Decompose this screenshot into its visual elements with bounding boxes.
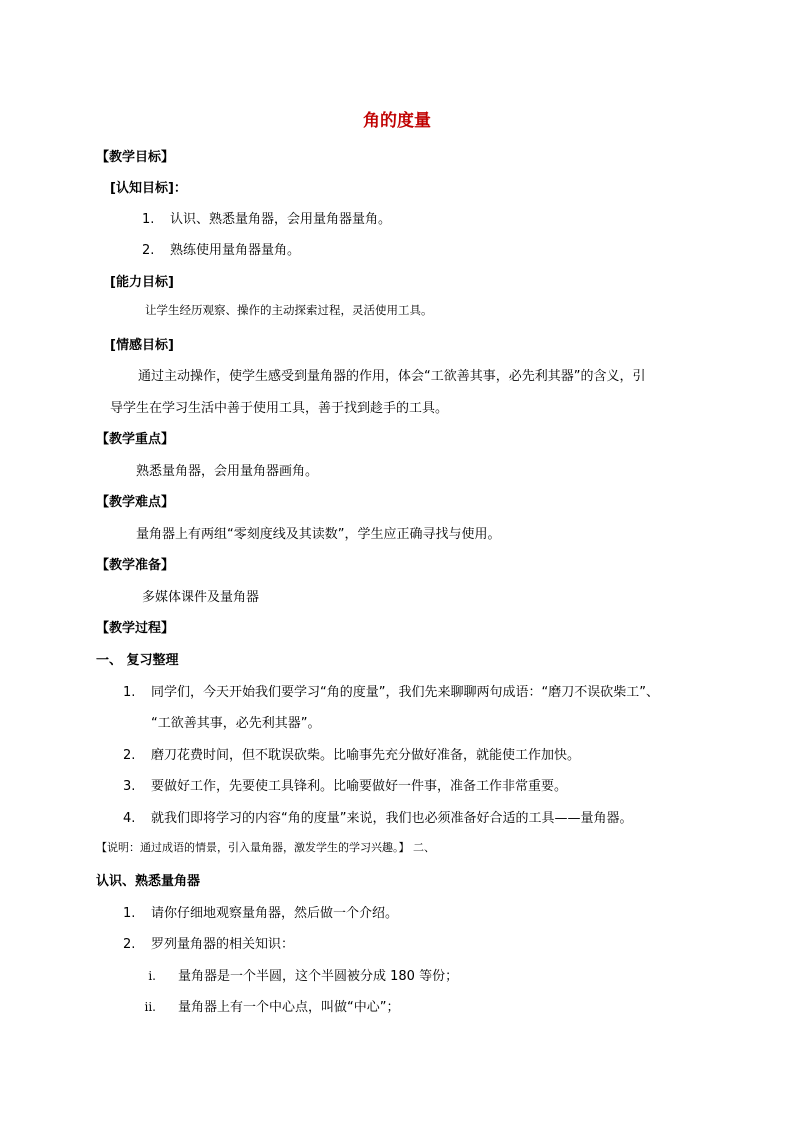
list-number: 1. [142, 212, 155, 227]
section-know-protractor: 认识、熟悉量角器 [96, 874, 201, 889]
list-item [142, 208, 391, 227]
list-number: 1. [123, 906, 136, 921]
list-item [142, 239, 300, 258]
list-text: 请你仔细地观察量角器，然后做一个介绍。 [151, 906, 399, 921]
list-text: 罗列量角器的相关知识： [151, 937, 295, 952]
page-title: 角的度量 [363, 111, 431, 131]
heading-teaching-prep: 【教学准备】 [96, 558, 175, 573]
focus-text: 熟悉量角器，会用量角器画角。 [136, 464, 319, 479]
list-number: 2. [123, 937, 136, 952]
heading-teaching-goals: 【教学目标】 [96, 150, 175, 165]
list-item [123, 933, 294, 952]
list-text: 熟练使用量角器量角。 [170, 243, 301, 258]
subheading-emotion-goals: [情感目标] [110, 338, 174, 353]
list-item [123, 807, 632, 826]
list-number: 4. [123, 811, 136, 826]
list-number: ii. [144, 1000, 156, 1014]
list-item [123, 902, 398, 921]
list-number: 3. [123, 779, 136, 794]
emotion-text-line2: 导学生在学习生活中善于使用工具，善于找到趁手的工具。 [110, 401, 449, 416]
list-text: 就我们即将学习的内容“角的度量”来说，我们也必须准备好合适的工具——量角器。 [151, 811, 633, 826]
prep-text: 多媒体课件及量角器 [142, 590, 260, 605]
list-text: “工欲善其事，必先利其器”。 [151, 716, 321, 731]
list-item [116, 965, 458, 984]
list-item [151, 712, 320, 731]
subheading-ability-goals: [能力目标] [110, 275, 174, 290]
list-text: 量角器是一个半圆，这个半圆被分成 180 等份； [178, 969, 459, 984]
list-item [123, 775, 567, 794]
list-item [123, 744, 580, 763]
list-item [116, 996, 399, 1015]
list-text: 磨刀花费时间，但不耽误砍柴。比喻事先充分做好准备，就能使工作加快。 [151, 748, 581, 763]
heading-teaching-process: 【教学过程】 [96, 621, 175, 636]
list-number: i. [148, 969, 156, 983]
list-text: 要做好工作，先要使工具锋利。比喻要做好一件事，准备工作非常重要。 [151, 779, 568, 794]
section-review: 一、 复习整理 [96, 653, 179, 668]
heading-teaching-difficulty: 【教学难点】 [96, 495, 175, 510]
teaching-note: 【说明：通过成语的情景，引入量角器，激发学生的学习兴趣。】 二、 [96, 841, 435, 854]
difficulty-text: 量角器上有两组“零刻度线及其读数”，学生应正确寻找与使用。 [136, 527, 501, 542]
list-text: 认识、熟悉量角器，会用量角器量角。 [170, 212, 392, 227]
list-text: 量角器上有一个中心点，叫做“中心”； [178, 1000, 400, 1015]
emotion-text-line1: 通过主动操作，使学生感受到量角器的作用，体会“工欲善其事，必先利其器”的含义，引 [138, 369, 646, 384]
list-number: 2. [142, 243, 155, 258]
list-text: 同学们，今天开始我们要学习“角的度量”，我们先来聊聊两句成语：“磨刀不误砍柴工”、 [151, 685, 659, 700]
list-item [123, 681, 659, 700]
list-number: 2. [123, 748, 136, 763]
ability-text: 让学生经历观察、操作的主动探索过程，灵活使用工具。 [145, 303, 433, 317]
heading-teaching-focus: 【教学重点】 [96, 432, 175, 447]
list-number: 1. [123, 685, 136, 700]
subheading-cognitive-goals: [认知目标]： [110, 181, 187, 196]
